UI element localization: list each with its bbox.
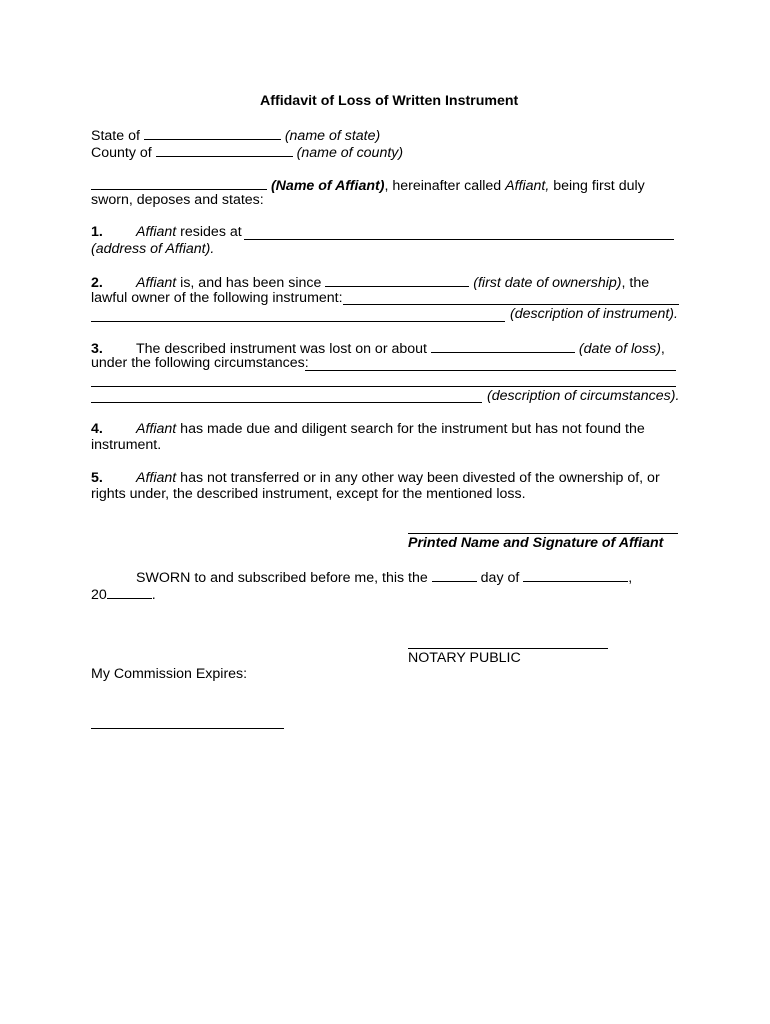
month-blank[interactable] [523,568,628,582]
intro-text-1: , hereinafter called [384,178,506,194]
item-2-text-b: , the [621,275,650,291]
item-3-hint-a: (date of loss) [578,341,661,357]
commission-expiry-line[interactable] [91,728,284,729]
intro-line-2: sworn, deposes and states: [91,192,264,208]
item-3-hint-b: (description of circumstances). [487,388,680,404]
state-blank[interactable] [144,126,281,140]
loss-date-blank[interactable] [431,339,575,353]
item-4-line-2: instrument. [91,437,162,453]
item-3-number: 3. [91,341,103,357]
county-line [91,143,403,162]
item-1-text: resides at [176,224,242,240]
item-2-hint-b: (description of instrument). [510,306,678,322]
item-5-number: 5. [91,470,103,486]
day-blank[interactable] [432,568,477,582]
item-2-affiant: Affiant [136,275,177,291]
affiant-name-hint: (Name of Affiant) [270,178,385,194]
instrument-blank-1[interactable] [343,304,679,305]
item-5 [91,470,660,487]
item-1-hint: (address of Affiant). [91,241,215,257]
year-suffix: . [151,587,156,603]
item-4 [91,421,645,438]
item-5-affiant: Affiant [136,470,177,486]
circumstances-blank-3[interactable] [91,402,482,403]
item-4-number: 4. [91,421,103,437]
item-5-line-2: rights under, the described instrument, except for the mentioned loss. [91,486,526,502]
item-2-line-2: lawful owner of the following instrument: [91,290,343,306]
state-hint: (name of state) [284,128,381,144]
sworn-text-b: day of [480,570,520,586]
item-4-affiant: Affiant [136,421,177,437]
signature-line[interactable] [408,533,678,534]
item-1-affiant: Affiant [136,224,177,240]
address-blank[interactable] [244,239,674,240]
county-label: County of [91,145,152,161]
item-3-text-a: The described instrument was lost on or about [136,341,427,357]
county-hint: (name of county) [296,145,404,161]
signature-label: Printed Name and Signature of Affiant [408,535,664,551]
commission-label: My Commission Expires: [91,666,248,682]
year-blank[interactable] [107,585,152,599]
state-label: State of [91,128,140,144]
item-2-hint-a: (first date of ownership) [473,275,622,291]
notary-signature-line[interactable] [408,648,608,649]
ownership-date-blank[interactable] [325,273,469,287]
intro-text-2: being first duly [549,178,645,194]
county-blank[interactable] [156,143,293,157]
item-1-number: 1. [91,224,103,240]
year-prefix: 20 [91,587,107,603]
notary-label: NOTARY PUBLIC [408,650,521,666]
item-1 [91,224,242,241]
item-3-text-b: , [660,341,665,357]
year-line [91,585,156,604]
intro-affiant-word: Affiant, [505,178,550,194]
document-title: Affidavit of Loss of Written Instrument [260,93,519,109]
item-3-line-2: under the following circumstances: [91,355,309,371]
item-2-text-a: is, and has been since [176,275,322,291]
affiant-name-blank[interactable] [91,176,267,190]
sworn-text-c: , [628,570,633,586]
sworn-text-a: SWORN to and subscribed before me, this the [136,570,428,586]
item-5-text: has not transferred or in any other way been divested of the ownership of, or [176,470,660,486]
instrument-blank-2[interactable] [91,321,505,322]
item-4-text: has made due and diligent search for the instrument but has not found the [176,421,645,437]
item-2-number: 2. [91,275,103,291]
circumstances-blank-2[interactable] [91,386,676,387]
circumstances-blank-1[interactable] [305,370,676,371]
sworn-line [136,568,632,587]
